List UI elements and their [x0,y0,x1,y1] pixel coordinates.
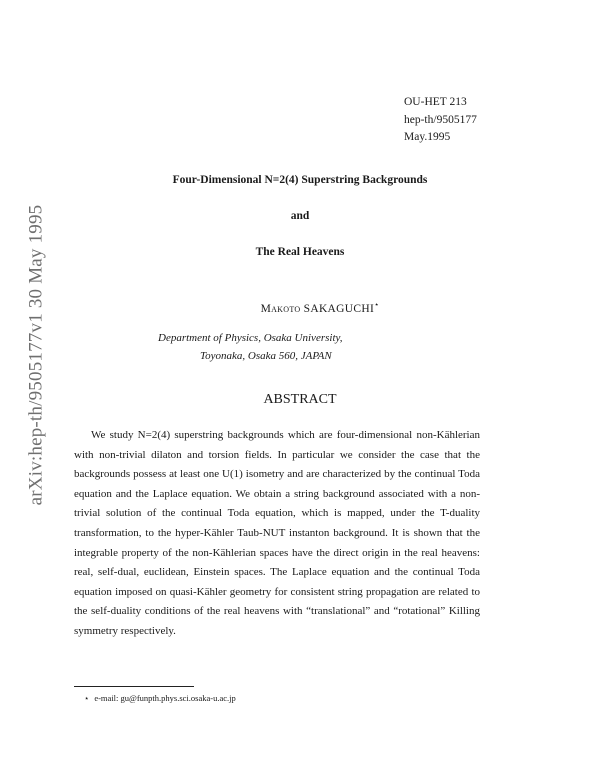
arxiv-stamp-text: arXiv:hep-th/9505177v1 30 May 1995 [25,204,47,506]
arxiv-side-stamp [24,195,48,515]
footnote [84,693,236,704]
author-first-name: Makoto [260,302,301,315]
paper-title-line1: Four-Dimensional N=2(4) Superstring Backgrounds [172,174,428,186]
report-metadata [404,94,477,147]
footnote-mark: ⋆ [84,693,90,703]
abstract-body: We study N=2(4) superstring backgrounds which are four-dimensional non-Kählerian with non-trivial dilaton and torsion fields. In particular we consider the case that the backgrounds possess at least one U(1) isometry and are characterized by the continual Toda equation and the Laplace equation. We obtain a string background associated with a non-trivial solution of the continual Toda equation, which is mapped, under the T-duality transformation, to the hyper-Kähler Taub-NUT instanton background. It is shown that the integrable property of the non-Kählerian spaces have the direct origin in the real heavens: real, self-dual, euclidean, Einstein spaces. The Laplace equation and the continual Toda equation imposed on quasi-Kähler geometry for consistent string propagation are related to the self-duality conditions of the real heavens with “translational” and “rotational” Killing symmetry respectively. [74,429,480,637]
paper-title-line3: The Real Heavens [255,246,345,258]
author-footnote-mark: ⋆ [374,300,380,309]
arxiv-number: hep-th/9505177 [404,113,477,126]
author-last-name: SAKAGUCHI [303,302,375,315]
report-date: May.1995 [404,131,451,143]
affiliation-line2: Toyonaka, Osaka 560, JAPAN [200,350,332,362]
footnote-rule [74,686,194,687]
abstract-heading: ABSTRACT [263,392,337,407]
author-name [20,300,600,315]
affiliation-line1: Department of Physics, Osaka University, [158,332,343,344]
report-number: OU-HET 213 [404,96,467,108]
footnote-email: e-mail: gu@funpth.phys.sci.osaka-u.ac.jp [94,693,236,703]
paper-title-line2: and [290,210,310,222]
